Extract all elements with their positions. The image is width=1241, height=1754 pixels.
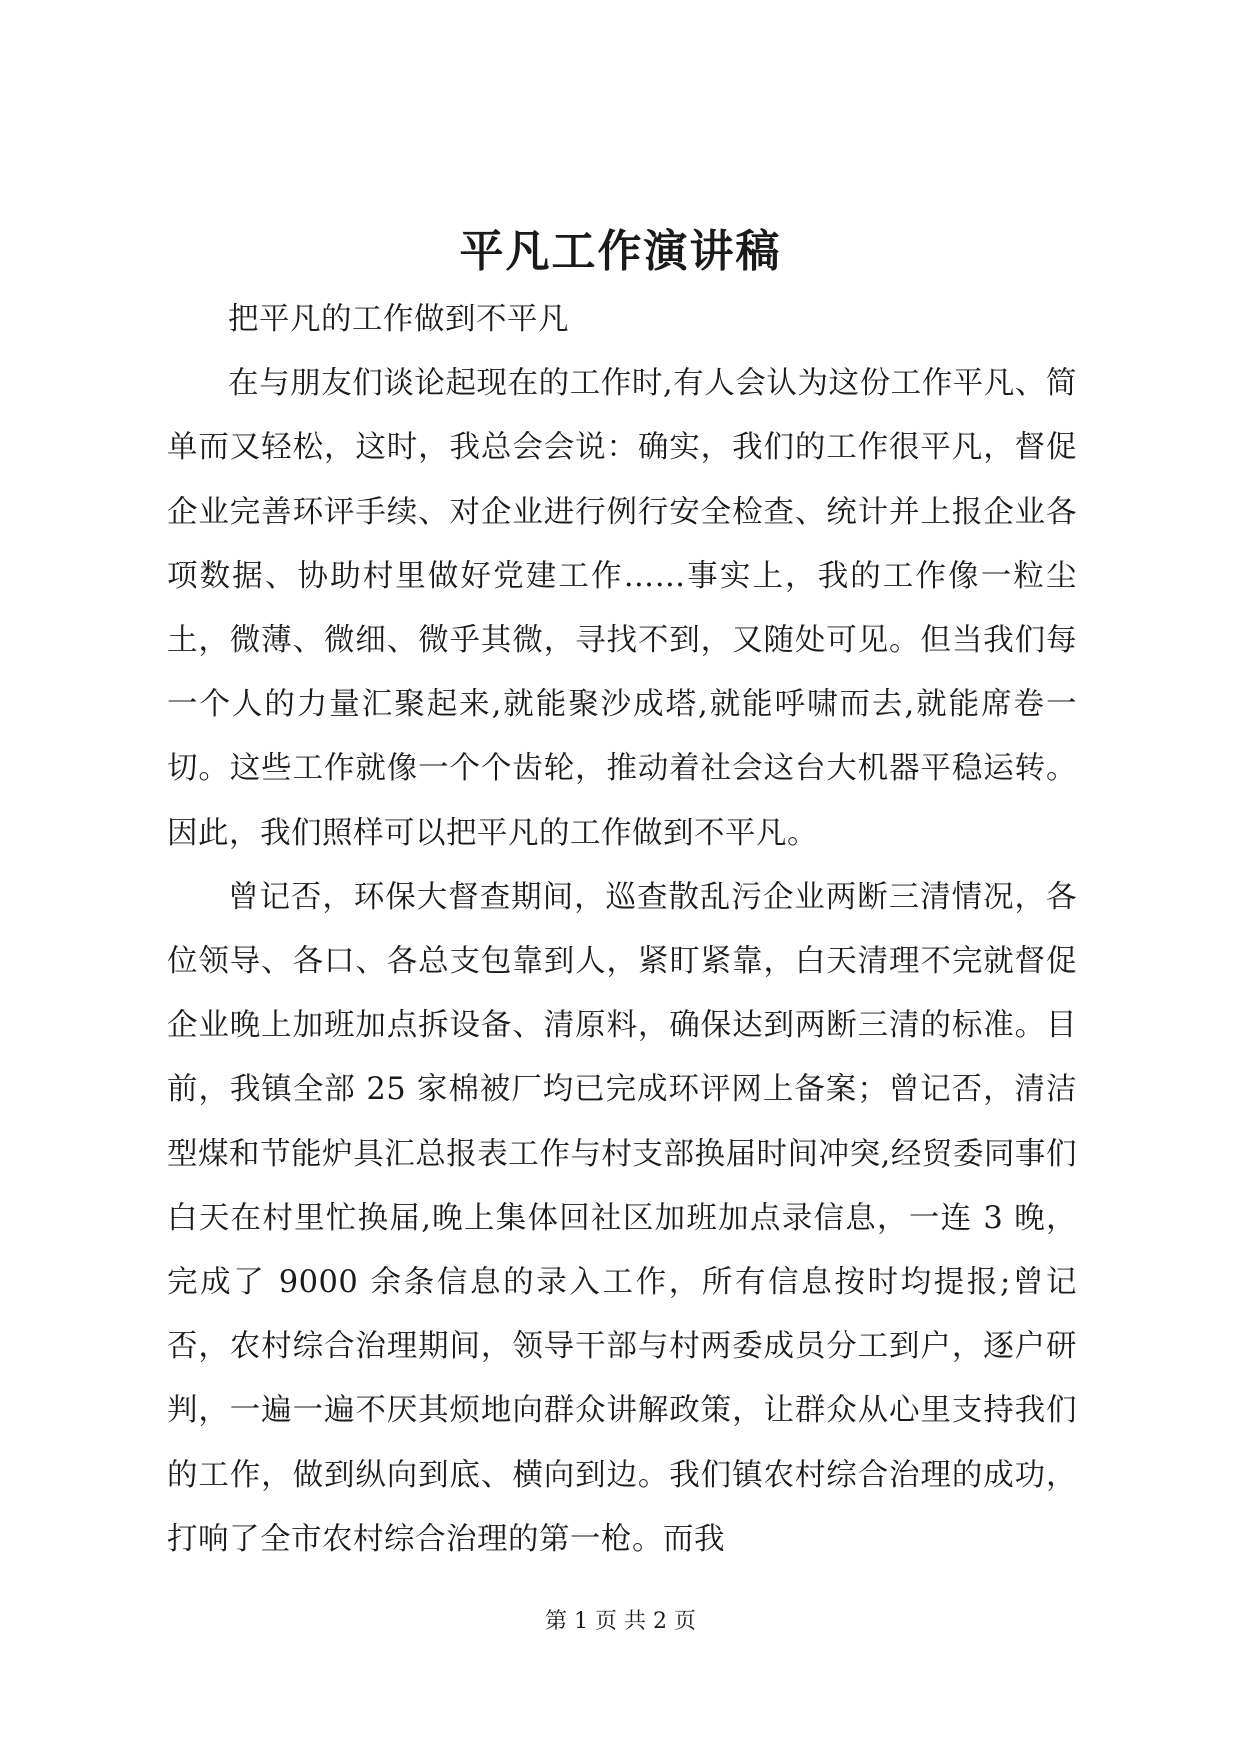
page-number-footer: 第 1 页 共 2 页 <box>545 1609 696 1634</box>
document-body <box>167 288 1077 1572</box>
subtitle-paragraph: 把平凡的工作做到不平凡 <box>228 302 569 337</box>
body-paragraph: 在与朋友们谈论起现在的工作时,有人会认为这份工作平凡、简单而又轻松，这时，我总会会说：确实，我们的工作很平凡，督促企业完善环评手续、对企业进行例行安全检查、统计并上报企业各项数据、协助村里做好党建工作……事实上，我的工作像一粒尘土，微薄、微细、微乎其微，寻找不到，又随处可见。但当我们每一个人的力量汇聚起来,就能聚沙成塔,就能呼啸而去,就能席卷一切。这些工作就像一个个齿轮，推动着社会这台大机器平稳运转。因此，我们照样可以把平凡的工作做到不平凡。 <box>167 366 1077 851</box>
document-title: 平凡工作演讲稿 <box>459 226 782 277</box>
body-paragraph: 曾记否，环保大督查期间，巡查散乱污企业两断三清情况，各位领导、各口、各总支包靠到人，紧盯紧靠，白天清理不完就督促企业晚上加班加点拆设备、清原料，确保达到两断三清的标准。目前，我镇全部 25 家棉被厂均已完成环评网上备案；曾记否，清洁型煤和节能炉具汇总报表工作与村支部换届时间冲突,经贸委同事们白天在村里忙换届,晚上集体回社区加班加点录信息，一连 3 晚，完成了 9000 余条信息的录入工作，所有信息按时均提报;曾记否，农村综合治理期间，领导干部与村两委成员分工到户，逐户研判，一遍一遍不厌其烦地向群众讲解政策，让群众从心里支持我们的工作，做到纵向到底、横向到边。我们镇农村综合治理的成功，打响了全市农村综合治理的第一枪。而我 <box>167 879 1077 1557</box>
